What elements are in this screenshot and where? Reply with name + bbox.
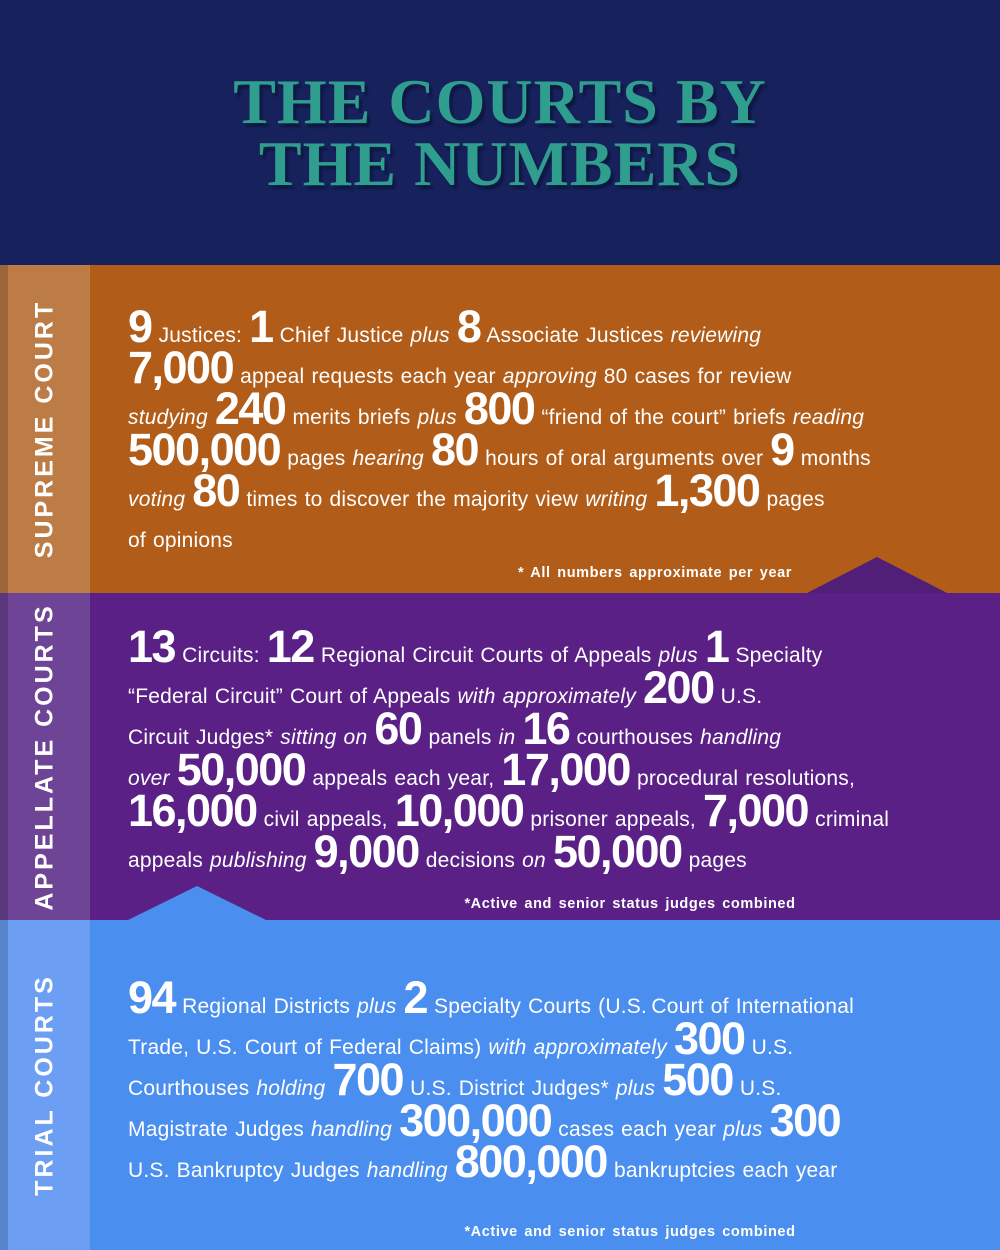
- text-segment: cases each year: [551, 1118, 724, 1141]
- supreme-court-content: [90, 265, 1000, 561]
- text-segment: plus: [615, 1077, 663, 1100]
- trial-courts-content: [90, 920, 1000, 1191]
- text-segment: voting: [128, 488, 193, 511]
- text-segment: Trade, U.S. Court of Federal Claims): [128, 1036, 489, 1059]
- text-line: [128, 744, 1000, 799]
- trial-courts-sidebar: [0, 920, 90, 1250]
- text-segment: plus: [658, 644, 705, 667]
- stat-number: 94: [128, 972, 176, 1023]
- text-segment: panels: [421, 726, 499, 749]
- appellate-courts-footnote: *Active and senior status judges combined: [464, 896, 796, 912]
- stat-number: 1: [249, 301, 273, 352]
- stat-number: 300: [673, 1013, 745, 1064]
- text-segment: Courthouses: [128, 1077, 257, 1100]
- stat-number: 7,000: [702, 785, 809, 836]
- text-line: [128, 1136, 1000, 1191]
- trial-courts-label: TRIAL COURTS: [30, 974, 59, 1196]
- supreme-court-sidebar: [0, 265, 90, 593]
- text-segment: hearing: [352, 447, 431, 470]
- text-line: [128, 465, 1000, 520]
- appellate-courts-sidebar: [0, 593, 90, 920]
- appellate-courts-content: [90, 593, 1000, 881]
- stat-number: 9,000: [313, 826, 419, 877]
- text-segment: bankruptcies each year: [606, 1159, 838, 1182]
- stat-number: 9: [770, 424, 794, 475]
- text-segment: over: [128, 767, 177, 790]
- up-arrow-icon: [807, 557, 947, 593]
- text-segment: U.S. District Judges*: [403, 1077, 616, 1100]
- text-segment: Associate Justices: [480, 324, 671, 347]
- text-line: [128, 972, 1000, 1027]
- stat-number: 80: [192, 465, 240, 516]
- text-segment: handling: [366, 1159, 455, 1182]
- text-segment: Chief Justice: [272, 324, 411, 347]
- stat-number: 16,000: [128, 785, 257, 836]
- stat-number: 50,000: [176, 744, 306, 795]
- text-line: [128, 520, 1000, 561]
- stat-number: 80: [430, 424, 479, 475]
- text-line: [128, 1054, 1000, 1109]
- text-segment: appeal requests each year: [233, 365, 503, 388]
- text-segment: Regional Districts: [175, 995, 358, 1018]
- stat-number: 800,000: [454, 1136, 607, 1187]
- text-segment: Regional Circuit Courts of Appeals: [313, 644, 659, 667]
- text-segment: U.S. Bankruptcy Judges: [128, 1159, 367, 1182]
- supreme-court-footnote: * All numbers approximate per year: [517, 565, 793, 581]
- text-line: [128, 826, 1000, 881]
- stat-number: 200: [643, 662, 714, 713]
- text-segment: criminal: [808, 808, 890, 831]
- header: [0, 0, 1000, 265]
- text-segment: U.S.: [713, 685, 763, 708]
- supreme-court-label: SUPREME COURT: [30, 299, 59, 559]
- left-edge-strip: [0, 265, 8, 593]
- text-segment: Specialty Courts (U.S. Court of International: [427, 995, 854, 1018]
- text-segment: civil appeals,: [256, 808, 395, 831]
- text-segment: 80 cases for review: [603, 365, 792, 388]
- text-segment: U.S.: [744, 1036, 794, 1059]
- section-trial-courts: [0, 920, 1000, 1250]
- stat-number: 300: [769, 1095, 841, 1146]
- stat-number: 12: [266, 621, 314, 672]
- stat-number: 240: [214, 383, 286, 434]
- text-segment: appeals: [128, 849, 210, 872]
- text-segment: U.S.: [732, 1077, 782, 1100]
- text-segment: times to discover the majority view: [239, 488, 586, 511]
- text-segment: procedural resolutions,: [629, 767, 856, 790]
- page-title: [233, 65, 767, 199]
- text-segment: studying: [128, 406, 215, 429]
- text-segment: Specialty: [728, 644, 823, 667]
- text-segment: prisoner appeals,: [523, 808, 703, 831]
- stat-number: 13: [128, 621, 176, 672]
- appellate-courts-label: APPELLATE COURTS: [30, 602, 59, 911]
- text-segment: Circuit Judges*: [128, 726, 281, 749]
- text-segment: plus: [357, 995, 404, 1018]
- up-arrow-icon: [128, 886, 266, 920]
- text-segment: months: [793, 447, 871, 470]
- text-segment: with approximately: [488, 1036, 674, 1059]
- trial-courts-footnote: *Active and senior status judges combined: [464, 1224, 796, 1240]
- text-segment: plus: [723, 1118, 770, 1141]
- text-segment: hours of oral arguments over: [478, 447, 771, 470]
- text-segment: pages: [681, 849, 747, 872]
- text-segment: holding: [256, 1077, 333, 1100]
- text-segment: in: [498, 726, 523, 749]
- text-segment: approving: [502, 365, 604, 388]
- text-segment: Justices:: [151, 324, 250, 347]
- stat-number: 8: [456, 301, 481, 352]
- text-segment: of opinions: [128, 529, 233, 552]
- stat-number: 2: [403, 972, 428, 1023]
- text-segment: decisions: [418, 849, 523, 872]
- stat-number: 50,000: [552, 826, 682, 877]
- text-segment: courthouses: [569, 726, 701, 749]
- text-line: [128, 1013, 1000, 1068]
- stat-number: 1: [704, 621, 729, 672]
- stat-number: 800: [463, 383, 535, 434]
- section-supreme-court: [0, 265, 1000, 593]
- text-line: [128, 621, 1000, 676]
- text-line: [128, 424, 1000, 479]
- stat-number: 60: [374, 703, 422, 754]
- text-segment: on: [522, 849, 553, 872]
- stat-number: 7,000: [128, 342, 234, 393]
- text-segment: publishing: [210, 849, 314, 872]
- section-appellate-courts: [0, 593, 1000, 920]
- stat-number: 10,000: [394, 785, 524, 836]
- text-segment: Circuits:: [175, 644, 267, 667]
- text-line: [128, 301, 1000, 356]
- text-segment: handling: [311, 1118, 400, 1141]
- text-segment: reviewing: [670, 324, 762, 347]
- left-edge-strip: [0, 920, 8, 1250]
- text-segment: “Federal Circuit” Court of Appeals: [128, 685, 458, 708]
- page-title-line-1: THE COURTS BY: [233, 65, 767, 137]
- stat-number: 300,000: [399, 1095, 552, 1146]
- stat-number: 500: [662, 1054, 733, 1105]
- text-segment: pages: [280, 447, 353, 470]
- page-title-line-2: THE NUMBERS: [258, 127, 742, 199]
- stat-number: 17,000: [501, 744, 630, 795]
- text-segment: plus: [417, 406, 464, 429]
- text-segment: Magistrate Judges: [128, 1118, 312, 1141]
- text-segment: merits briefs: [285, 406, 418, 429]
- text-segment: sitting on: [280, 726, 375, 749]
- text-segment: writing: [585, 488, 655, 511]
- stat-number: 9: [128, 301, 152, 352]
- stat-number: 500,000: [128, 424, 281, 475]
- text-segment: handling: [700, 726, 782, 749]
- text-segment: with approximately: [457, 685, 644, 708]
- stat-number: 700: [332, 1054, 404, 1105]
- stat-number: 1,300: [654, 465, 760, 516]
- text-segment: “friend of the court” briefs: [534, 406, 793, 429]
- text-segment: pages: [759, 488, 825, 511]
- left-edge-strip: [0, 593, 8, 920]
- stat-number: 16: [522, 703, 570, 754]
- text-segment: plus: [410, 324, 457, 347]
- text-segment: appeals each year,: [305, 767, 502, 790]
- text-segment: reading: [792, 406, 865, 429]
